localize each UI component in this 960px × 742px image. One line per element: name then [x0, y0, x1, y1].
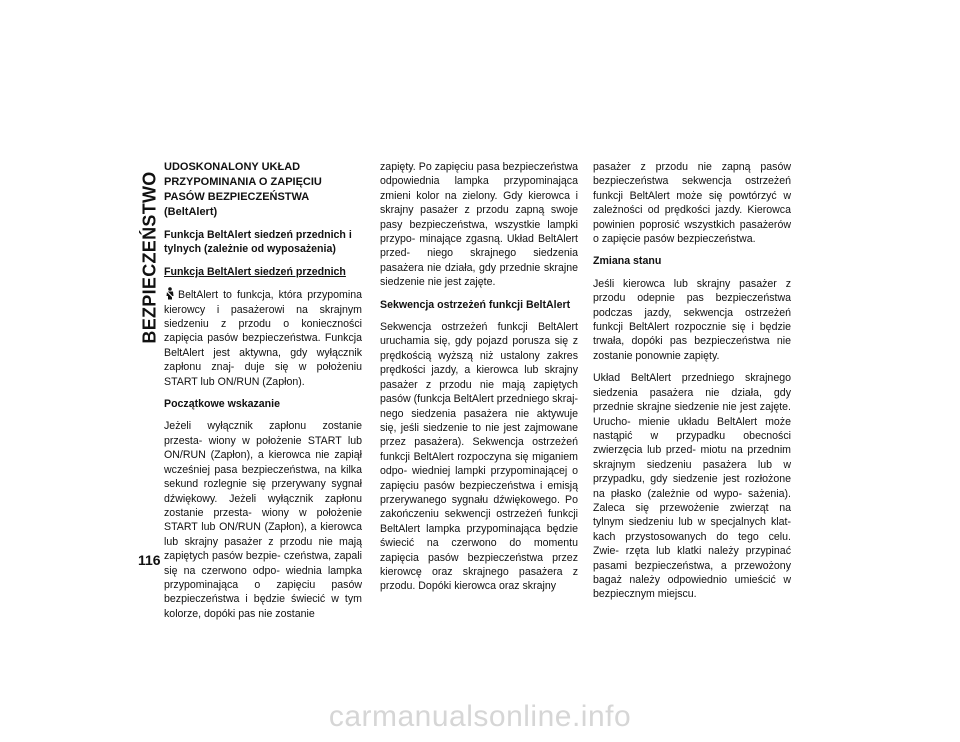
paragraph-continued-2: pasażer z przodu nie zapną pasów bezpieczeństwa sekwencja ostrzeżeń funkcji BeltAlert może się powtórzyć w zależności od prędkości jazdy. Kierowca powinien poprosić wszystkich pasażerów o zapięcie pasów bezpieczeństwa. — [593, 161, 791, 246]
page-number: 116 — [138, 552, 161, 568]
heading-warning-sequence: Sekwencja ostrzeżeń funkcji BeltAlert — [380, 298, 571, 311]
text-column-2 — [380, 160, 578, 602]
paragraph-continued: zapięty. Po zapięciu pasa bezpieczeństwa odpowiednia lampka przypominająca zmieni kolor na zielony. Gdy kierowca i skrajny pasażer z przodu zapną swoje pasy bezpieczeństwa, wszystkie lampki przypo- minające zgasną. Układ BeltAlert przed- niego skrajnego siedzenia pasażera nie działa, gdy przednie skrajne siedzenie nie jest zajęte. — [380, 161, 578, 289]
paragraph-initial-indication: Jeżeli wyłącznik zapłonu zostanie przesta- wiony w położenie START lub ON/RUN (Zapłon), a kierowca nie zapiął wcześniej pasa bezpieczeństwa, na kilka sekund rozlegnie się przerywany sygnał dźwiękowy. Jeżeli wyłącznik zapłonu zostanie przesta- wiony w położenie START lub ON/RUN (Zapłon), a kierowca lub skrajny pasażer z przodu nie mają zapiętych pasów bezpie- czeństwa, zapali się na czerwono odpo- wiednia lampka przypominająca o zapięciu pasów bezpieczeństwa i będzie świecić w tym kolorze, dopóki pas nie zostanie — [164, 420, 362, 620]
text-column-1 — [164, 160, 362, 629]
section-title-vertical: BEZPIECZEŃSTWO — [139, 171, 160, 344]
text-column-3 — [593, 160, 791, 610]
paragraph-beltalert-intro — [164, 287, 362, 389]
seatbelt-icon — [164, 287, 176, 300]
heading-status-change: Zmiana stanu — [593, 255, 662, 268]
subsection-heading: Funkcja BeltAlert siedzeń przednich i tylnych (zależnie od wyposażenia) — [164, 229, 352, 256]
paragraph-status-change: Jeśli kierowca lub skrajny pasażer z przodu odepnie pas bezpieczeństwa podczas jazdy, sekwencja ostrzeżeń funkcji BeltAlert rozpocznie się i będzie trwała, dopóki pas bezpieczeństwa nie zostanie ponownie zapięty. — [593, 277, 791, 362]
watermark: carmanualsonline.info — [328, 700, 632, 733]
paragraph-beltalert-intro-text: BeltAlert to funkcja, która przypomina kierowcy i pasażerowi na skrajnym siedzeniu z przodu o konieczności zapięcia pasów bezpieczeństwa. Funkcja BeltAlert jest aktywna, gdy wyłącznik zapłonu znaj- duje się w położeniu START lub ON/RUN (Zapłon). — [164, 289, 362, 388]
heading-initial-indication: Początkowe wskazanie — [164, 398, 280, 411]
underlined-heading: Funkcja BeltAlert siedzeń przednich — [164, 265, 346, 278]
section-heading: UDOSKONALONY UKŁAD PRZYPOMINANIA O ZAPIĘCIU PASÓW BEZPIECZEŃSTWA (BeltAlert) — [164, 161, 322, 218]
paragraph-passenger-seat: Układ BeltAlert przedniego skrajnego siedzenia pasażera nie działa, gdy przednie skrajne siedzenie nie jest zajęte. Urucho- mienie układu BeltAlert może nastąpić w przypadku obecności zwierzęcia lub przed- miotu na przednim skrajnym siedzeniu pasażera lub w przypadku, gdy siedzenie jest rozłożone na płasko (zależnie od wypo- sażenia). Zaleca się przewożenie zwierząt na tylnym siedzeniu lub w specjalnych klat- kach przystosowanych do tego celu. Zwie- rzęta lub klatki należy przypinać pasami bezpieczeństwa, a przewożony bagaż należy odpowiednio umieścić w bezpiecznym miejscu. — [593, 372, 791, 601]
section-side-tab — [138, 165, 162, 350]
paragraph-warning-sequence: Sekwencja ostrzeżeń funkcji BeltAlert uruchamia się, gdy pojazd porusza się z prędkością wyższą niż ustalony zakres prędkości jazdy, a kierowca lub skrajny pasażer z przodu nie mają zapiętych pasów (funkcja BeltAlert przedniego skraj- nego siedzenia pasażera nie aktywuje się, jeśli siedzenie to nie jest zajmowane przez pasażera). Sekwencja ostrzeżeń funkcji BeltAlert rozpoczyna się miganiem odpo- wiedniej lampki przypominającej o zapięciu pasów bezpieczeństwa i emisją przerywanego sygnału dźwiękowego. Po zakończeniu sekwencji ostrzeżeń funkcji BeltAlert lampka przypominająca będzie świecić na czerwono do momentu zapięcia pasów bezpieczeństwa przez kierowcę oraz skrajnego pasażera z przodu. Dopóki kierowca oraz skrajny — [380, 321, 578, 593]
